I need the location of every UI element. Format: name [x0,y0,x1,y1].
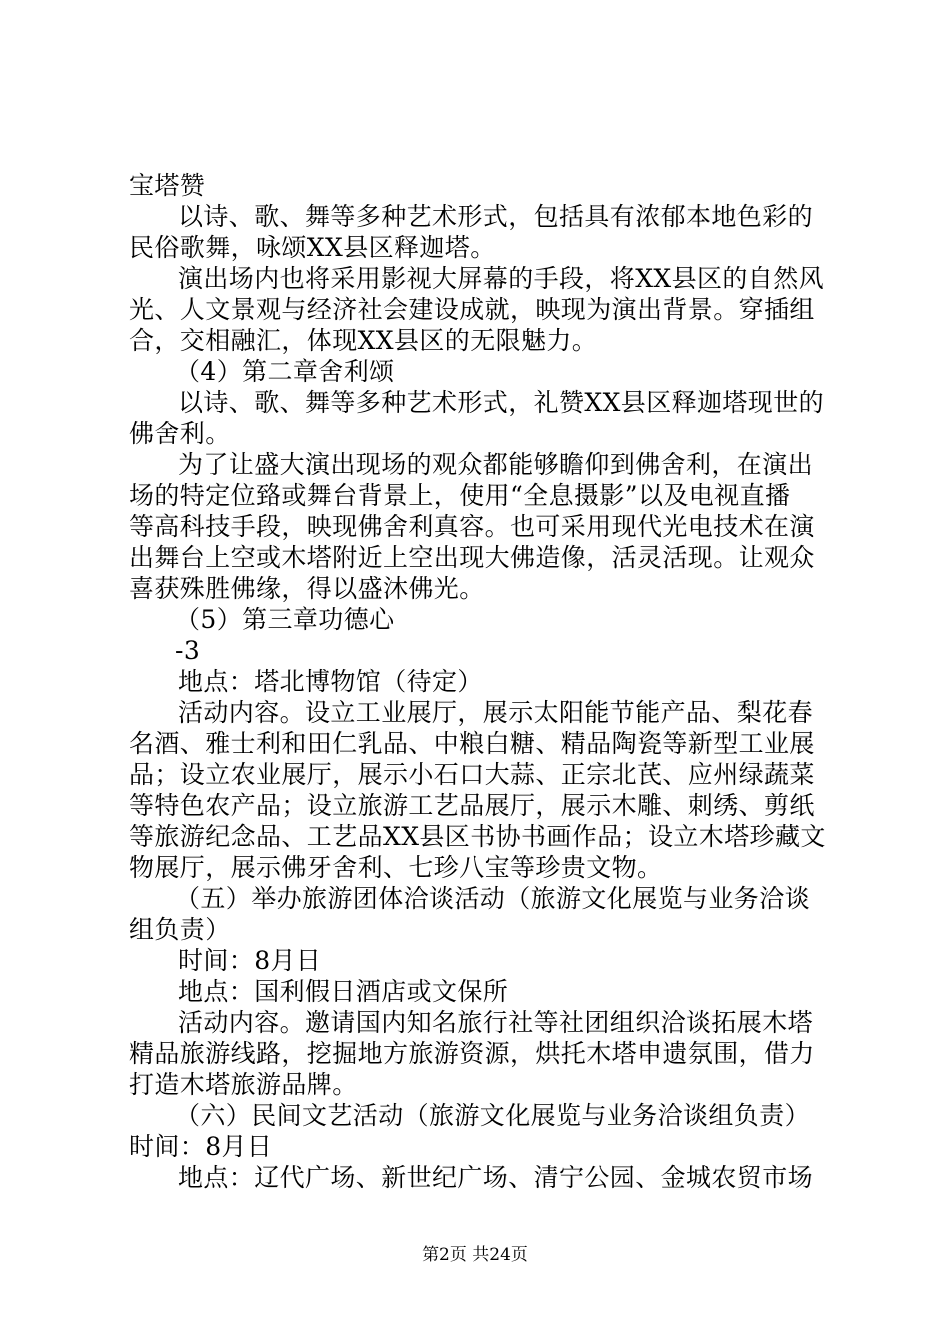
text-line: 活动内容。设立工业展厅，展示太阳能节能产品、梨花春 [178,698,814,727]
text-line: 合，交相融汇，体现XX县区的无限魅力。 [129,326,598,355]
text-line: 时间：8月日 [178,946,322,975]
document-body [129,170,829,1193]
text-line: 以诗、歌、舞等多种艺术形式，礼赞XX县区释迦塔现世的 [178,388,824,417]
text-line: 等高科技手段，映现佛舍利真容。也可采用现代光电技术在演 [129,512,815,541]
section-heading: （5）第三章功德心 [175,605,395,634]
text-line: 名酒、雅士利和田仁乳品、中粮白糖、精品陶瓷等新型工业展 [129,729,815,758]
text-line: 为了让盛大演出现场的观众都能够瞻仰到佛舍利，在演出 [178,450,814,479]
text-line: 活动内容。邀请国内知名旅行社等社团组织洽谈拓展木塔 [178,1008,814,1037]
text-line: 喜获殊胜佛缘，得以盛沐佛光。 [129,574,485,603]
page-number: 第2页 共24页 [422,1245,528,1265]
text-line: 光、人文景观与经济社会建设成就，映现为演出背景。穿插组 [129,295,815,324]
text-line: 地点：塔北博物馆（待定） [178,667,483,696]
text-line: 出舞台上空或木塔附近上空出现大佛造像，活灵活现。让观众 [129,543,815,572]
text-line: 民俗歌舞，咏颂XX县区释迦塔。 [129,233,496,262]
text-line: 精品旅游线路，挖掘地方旅游资源，烘托木塔申遗氛围，借力 [129,1039,815,1068]
section-heading: （4）第二章舍利颂 [175,357,395,386]
text-line: 时间：8月日 [129,1132,273,1161]
text-line: 等特色农产品；设立旅游工艺品展厅，展示木雕、刺绣、剪纸 [129,791,815,820]
text-line: 以诗、歌、舞等多种艺术形式，包括具有浓郁本地色彩的 [178,202,814,231]
section-heading: （五）举办旅游团体洽谈活动（旅游文化展览与业务洽谈 [175,884,811,913]
text-line: -3 [175,636,201,665]
text-line: 演出场内也将采用影视大屏幕的手段，将XX县区的自然风 [178,264,824,293]
text-line: 组负责） [129,915,231,944]
text-line: 佛舍利。 [129,419,231,448]
text-line: 地点：国利假日酒店或文保所 [178,977,509,1006]
text-line: 打造木塔旅游品牌。 [129,1070,358,1099]
section-heading: （六）民间文艺活动（旅游文化展览与业务洽谈组负责） [175,1101,811,1130]
text-line: 品；设立农业展厅，展示小石口大蒜、正宗北芪、应州绿蔬菜 [129,760,815,789]
text-line: 场的特定位臵或舞台背景上，使用“全息摄影”以及电视直播 [129,481,791,510]
text-line: 地点：辽代广场、新世纪广场、清宁公园、金城农贸市场 [178,1163,814,1192]
text-line: 物展厅，展示佛牙舍利、七珍八宝等珍贵文物。 [129,853,663,882]
text-line: 等旅游纪念品、工艺品XX县区书协书画作品；设立木塔珍藏文 [129,822,826,851]
text-line: 宝塔赞 [129,171,206,200]
